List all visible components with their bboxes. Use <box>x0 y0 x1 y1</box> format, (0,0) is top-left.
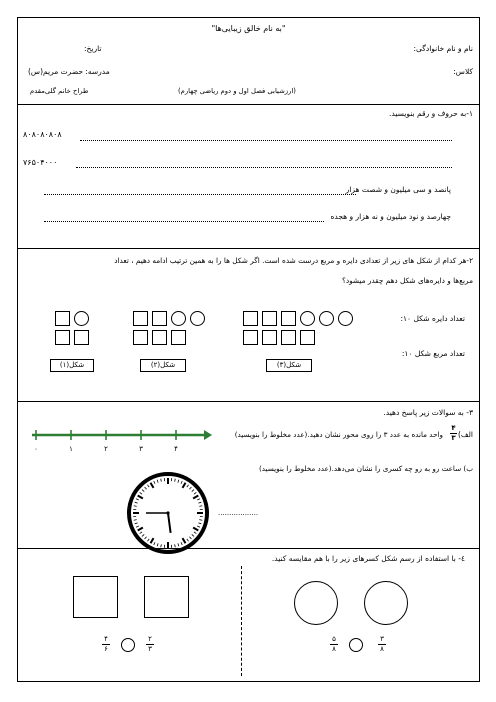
divider <box>18 548 479 549</box>
fraction <box>378 636 386 653</box>
tick-label: ۱ <box>69 445 73 453</box>
square-shape <box>243 311 258 326</box>
square-drawing-area[interactable] <box>144 576 189 618</box>
answer-dots[interactable]: .................. <box>218 509 259 517</box>
q1-words-1: پانصد و سی میلیون و شصت هزار <box>345 185 451 194</box>
square-shape <box>55 330 70 345</box>
q1-number-1: ۸۰۸۰۸۰۸۰۸ <box>23 130 62 139</box>
answer-line[interactable] <box>80 140 452 141</box>
date-label: تاریخ: <box>84 44 102 53</box>
designer-label: طراح خانم گلی‌مقدم <box>30 87 89 95</box>
square-drawing-area[interactable] <box>73 576 118 618</box>
circle-drawing-area[interactable] <box>294 581 338 625</box>
divider <box>18 248 479 249</box>
divider <box>18 104 479 105</box>
fraction <box>330 636 338 653</box>
tick-label: ۴ <box>174 445 178 453</box>
shape-label-2: شکل(۲) <box>140 359 186 372</box>
circle-count-label: تعداد دایره شکل ۱۰: <box>400 314 465 323</box>
circle-shape <box>300 311 315 326</box>
exam-subtitle: (ارزشیابی فصل اول و دوم ریاضی چهارم) <box>178 87 296 95</box>
square-shape <box>262 330 277 345</box>
q3-part-a-fraction <box>450 425 457 442</box>
q1-number-2: ۷۶۵۰۴۰۰۰ <box>23 158 58 167</box>
class-label: کلاس: <box>453 67 473 76</box>
circle-shape <box>190 311 205 326</box>
q1-instruction: ۱-به حروف و رقم بنویسید. <box>389 109 473 118</box>
q1-words-2: چهارصد و نود میلیون و نه هزار و هجده <box>330 212 451 221</box>
square-shape <box>133 311 148 326</box>
student-name-label: نام و نام خانوادگی: <box>413 44 473 53</box>
shape-label-1: شکل(۱) <box>50 359 94 372</box>
q2-text-1: ۲-هر کدام از شکل های زیر از تعدادی دایره و مربع درست شده است. اگر شکل ها را به همین ترتیب ادامه دهیم ، تعداد <box>114 256 473 265</box>
q3-instruction: ۳- به سوالات زیر پاسخ دهید. <box>383 408 473 417</box>
fraction-numerator: ۵ <box>332 635 336 643</box>
tick-label: ۰ <box>34 445 38 453</box>
fraction-denominator: ۸ <box>332 645 336 653</box>
square-shape <box>133 330 148 345</box>
clock-face <box>126 471 210 555</box>
divider <box>18 401 479 402</box>
page-title: "به نام خالق زیبایی‌ها" <box>211 24 286 33</box>
fraction-denominator: ۳ <box>451 434 456 442</box>
square-shape <box>152 330 167 345</box>
answer-line[interactable] <box>44 194 356 195</box>
fraction-denominator: ۸ <box>380 645 384 653</box>
answer-line[interactable] <box>44 221 324 222</box>
fraction-denominator: ۶ <box>104 645 108 653</box>
circle-shape <box>74 311 89 326</box>
number-line[interactable] <box>26 424 212 454</box>
square-shape <box>281 311 296 326</box>
q2-text-2: مربع‌ها و دایره‌های شکل دهم چقدر میشود؟ <box>342 276 473 285</box>
worksheet-page <box>17 17 480 682</box>
square-count-label: تعداد مربع شکل ۱۰: <box>401 349 465 358</box>
circle-shape <box>171 311 186 326</box>
fraction-numerator: ۳ <box>380 635 384 643</box>
square-shape <box>300 330 315 345</box>
square-shape <box>171 330 186 345</box>
fraction-numerator: ۲ <box>148 635 152 643</box>
tick-label: ۲ <box>104 445 108 453</box>
q3-part-a-text: واحد مانده به عدد ۳ را روی محور نشان دهید.(عدد مخلوط را بنویسید) <box>234 430 443 439</box>
square-shape <box>281 330 296 345</box>
fraction <box>102 636 110 653</box>
square-shape <box>262 311 277 326</box>
circle-shape <box>319 311 334 326</box>
q3-part-b: ب) ساعت رو به رو چه کسری را نشان می‌دهد.(عدد مخلوط را بنویسید) <box>258 464 473 473</box>
fraction-numerator: ۴ <box>104 635 108 643</box>
circle-drawing-area[interactable] <box>364 581 408 625</box>
square-shape <box>74 330 89 345</box>
square-shape <box>243 330 258 345</box>
column-divider <box>241 566 242 676</box>
tick-label: ۳ <box>139 445 143 453</box>
shape-label-3: شکل(۳) <box>266 359 312 372</box>
square-shape <box>55 311 70 326</box>
fraction-numerator: ۴ <box>451 424 456 432</box>
q3-part-a-prefix: الف) <box>457 430 473 439</box>
square-shape <box>152 311 167 326</box>
answer-line[interactable] <box>76 167 452 168</box>
comparison-circle[interactable] <box>121 638 135 652</box>
fraction <box>146 636 154 653</box>
circle-shape <box>338 311 353 326</box>
comparison-circle[interactable] <box>349 638 363 652</box>
fraction-denominator: ۳ <box>148 645 152 653</box>
q4-instruction: ٤- با استفاده از رسم شکل کسرهای زیر را با هم مقایسه کنید. <box>271 554 465 563</box>
school-label: مدرسه: حضرت مریم(س) <box>28 67 110 76</box>
